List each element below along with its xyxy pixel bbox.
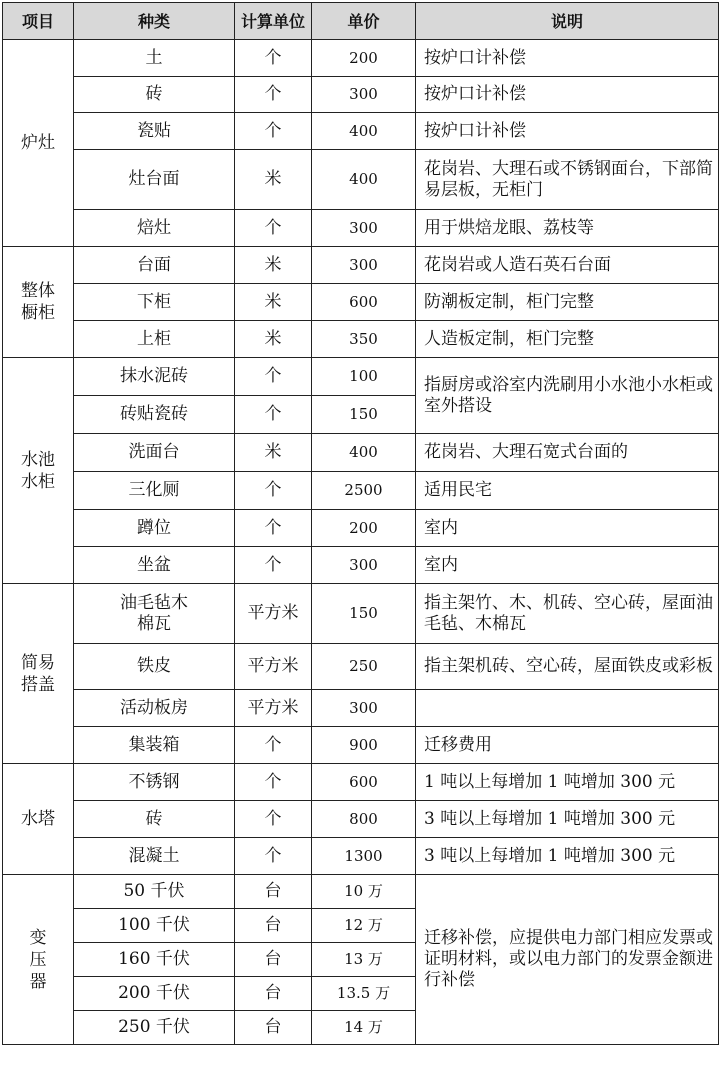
table-row	[3, 584, 719, 644]
kind-cell: 台面	[74, 247, 235, 284]
table-row	[3, 547, 719, 584]
unit-cell: 米	[235, 150, 312, 210]
table-row	[3, 801, 719, 838]
kind-cell: 上柜	[74, 321, 235, 358]
kind-cell: 土	[74, 40, 235, 77]
kind-cell: 200 千伏	[74, 977, 235, 1011]
kind-cell: 下柜	[74, 284, 235, 321]
unit-cell: 台	[235, 977, 312, 1011]
header-kind: 种类	[74, 3, 235, 40]
price-cell: 12 万	[312, 909, 416, 943]
price-cell: 250	[312, 644, 416, 690]
kind-cell: 160 千伏	[74, 943, 235, 977]
kind-cell: 蹲位	[74, 510, 235, 547]
unit-cell: 个	[235, 727, 312, 764]
price-cell: 600	[312, 284, 416, 321]
note-cell: 室内	[416, 547, 719, 584]
note-cell: 3 吨以上每增加 1 吨增加 300 元	[416, 801, 719, 838]
price-cell: 350	[312, 321, 416, 358]
note-cell: 1 吨以上每增加 1 吨增加 300 元	[416, 764, 719, 801]
unit-cell: 个	[235, 510, 312, 547]
unit-cell: 米	[235, 284, 312, 321]
price-cell: 800	[312, 801, 416, 838]
kind-cell: 砖贴瓷砖	[74, 396, 235, 434]
table-row	[3, 284, 719, 321]
kind-label: 油毛毡木棉瓦	[120, 592, 188, 634]
compensation-table	[2, 2, 719, 1045]
unit-cell: 个	[235, 547, 312, 584]
unit-cell: 台	[235, 909, 312, 943]
group-label: 整体橱柜	[21, 281, 55, 323]
price-cell: 400	[312, 150, 416, 210]
note-cell: 按炉口计补偿	[416, 113, 719, 150]
note-cell: 指厨房或浴室内洗刷用小水池小水柜或室外搭设	[416, 358, 719, 434]
table-row	[3, 210, 719, 247]
unit-cell: 平方米	[235, 584, 312, 644]
header-item: 项目	[3, 3, 74, 40]
price-cell: 150	[312, 396, 416, 434]
price-cell: 100	[312, 358, 416, 396]
table-row	[3, 472, 719, 510]
kind-cell: 三化厕	[74, 472, 235, 510]
note-cell: 指主架机砖、空心砖，屋面铁皮或彩板	[416, 644, 719, 690]
unit-cell: 个	[235, 396, 312, 434]
note-cell: 室内	[416, 510, 719, 547]
table-row	[3, 727, 719, 764]
kind-cell: 集装箱	[74, 727, 235, 764]
unit-cell: 米	[235, 247, 312, 284]
price-cell: 400	[312, 434, 416, 472]
header-row	[3, 3, 719, 40]
kind-cell: 不锈钢	[74, 764, 235, 801]
kind-cell: 活动板房	[74, 690, 235, 727]
table-row	[3, 247, 719, 284]
unit-cell: 个	[235, 77, 312, 113]
price-cell: 14 万	[312, 1011, 416, 1045]
kind-cell	[74, 584, 235, 644]
kind-cell: 250 千伏	[74, 1011, 235, 1045]
price-cell: 1300	[312, 838, 416, 875]
note-cell: 人造板定制，柜门完整	[416, 321, 719, 358]
note-cell	[416, 690, 719, 727]
kind-cell: 坐盆	[74, 547, 235, 584]
price-cell: 300	[312, 247, 416, 284]
price-cell: 200	[312, 510, 416, 547]
table-row	[3, 40, 719, 77]
note-cell: 迁移补偿，应提供电力部门相应发票或证明材料，或以电力部门的发票金额进行补偿	[416, 875, 719, 1045]
group-label: 简易搭盖	[21, 652, 55, 695]
unit-cell: 台	[235, 875, 312, 909]
price-cell: 150	[312, 584, 416, 644]
table-row	[3, 113, 719, 150]
unit-cell: 米	[235, 321, 312, 358]
kind-cell: 洗面台	[74, 434, 235, 472]
price-cell: 200	[312, 40, 416, 77]
kind-cell: 100 千伏	[74, 909, 235, 943]
kind-cell: 砖	[74, 801, 235, 838]
price-cell: 300	[312, 210, 416, 247]
group-cell	[3, 584, 74, 764]
price-cell: 600	[312, 764, 416, 801]
kind-cell: 铁皮	[74, 644, 235, 690]
unit-cell: 个	[235, 113, 312, 150]
note-cell: 3 吨以上每增加 1 吨增加 300 元	[416, 838, 719, 875]
table-row	[3, 321, 719, 358]
table-row	[3, 690, 719, 727]
note-cell: 花岗岩、大理石或不锈钢面台，下部简易层板，无柜门	[416, 150, 719, 210]
kind-cell: 抹水泥砖	[74, 358, 235, 396]
note-cell: 花岗岩或人造石英石台面	[416, 247, 719, 284]
price-cell: 2500	[312, 472, 416, 510]
group-cell	[3, 875, 74, 1045]
table-row	[3, 644, 719, 690]
note-cell: 迁移费用	[416, 727, 719, 764]
unit-cell: 个	[235, 764, 312, 801]
kind-cell: 瓷贴	[74, 113, 235, 150]
group-label: 炉灶	[21, 133, 55, 153]
table-row	[3, 875, 719, 909]
group-cell	[3, 40, 74, 247]
note-cell: 按炉口计补偿	[416, 77, 719, 113]
group-cell	[3, 247, 74, 358]
unit-cell: 个	[235, 210, 312, 247]
table-row	[3, 764, 719, 801]
kind-cell: 灶台面	[74, 150, 235, 210]
unit-cell: 米	[235, 434, 312, 472]
table-row	[3, 358, 719, 396]
unit-cell: 个	[235, 358, 312, 396]
price-cell: 10 万	[312, 875, 416, 909]
group-label: 水塔	[21, 809, 55, 829]
price-cell: 300	[312, 77, 416, 113]
note-cell: 指主架竹、木、机砖、空心砖，屋面油毛毡、木棉瓦	[416, 584, 719, 644]
unit-cell: 个	[235, 801, 312, 838]
price-cell: 13.5 万	[312, 977, 416, 1011]
group-label: 水池水柜	[21, 449, 55, 492]
unit-cell: 台	[235, 1011, 312, 1045]
note-cell: 适用民宅	[416, 472, 719, 510]
price-cell: 900	[312, 727, 416, 764]
kind-cell: 混凝土	[74, 838, 235, 875]
unit-cell: 平方米	[235, 644, 312, 690]
header-unit: 计算单位	[235, 3, 312, 40]
group-cell	[3, 764, 74, 875]
note-cell: 按炉口计补偿	[416, 40, 719, 77]
group-label: 变压器	[29, 927, 47, 992]
table-row	[3, 510, 719, 547]
header-note: 说明	[416, 3, 719, 40]
kind-cell: 砖	[74, 77, 235, 113]
unit-cell: 平方米	[235, 690, 312, 727]
kind-cell: 焙灶	[74, 210, 235, 247]
unit-cell: 台	[235, 943, 312, 977]
price-cell: 400	[312, 113, 416, 150]
unit-cell: 个	[235, 472, 312, 510]
unit-cell: 个	[235, 838, 312, 875]
group-cell	[3, 358, 74, 584]
note-cell: 用于烘焙龙眼、荔枝等	[416, 210, 719, 247]
note-cell: 防潮板定制，柜门完整	[416, 284, 719, 321]
price-cell: 300	[312, 690, 416, 727]
table-row	[3, 77, 719, 113]
table-row	[3, 838, 719, 875]
table-row	[3, 150, 719, 210]
table-row	[3, 434, 719, 472]
note-cell: 花岗岩、大理石宽式台面的	[416, 434, 719, 472]
header-price: 单价	[312, 3, 416, 40]
kind-cell: 50 千伏	[74, 875, 235, 909]
unit-cell: 个	[235, 40, 312, 77]
price-cell: 13 万	[312, 943, 416, 977]
price-cell: 300	[312, 547, 416, 584]
